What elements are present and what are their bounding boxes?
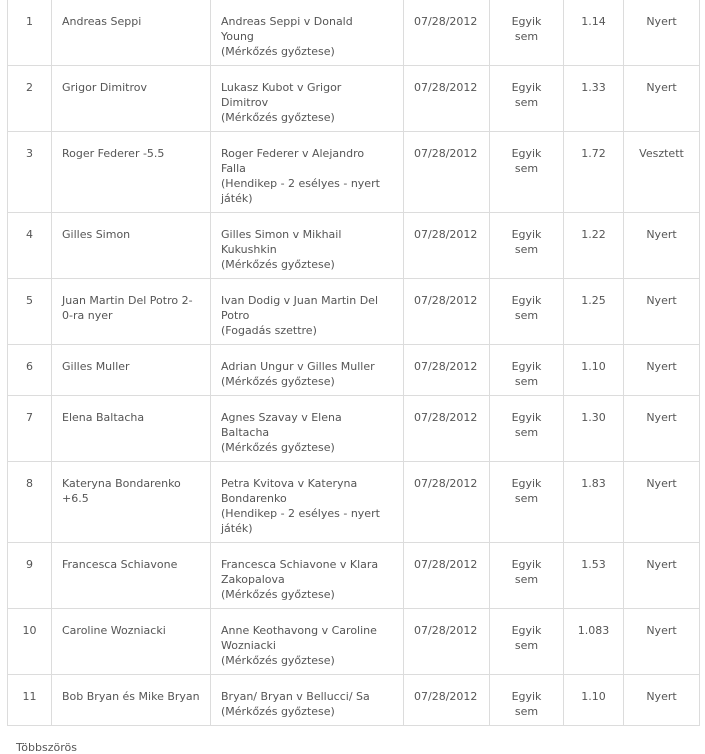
event-cell-line: (Mérkőzés győztese) [221,588,335,601]
event-cell-line: Petra Kvitova v Kateryna [221,477,358,490]
event-cell-line: Adrian Ungur v Gilles Muller [221,360,375,373]
row-number: 5 [8,279,52,345]
odds-cell: 1.25 [564,279,624,345]
event-cell [211,213,404,279]
row-number: 6 [8,345,52,396]
date-cell: 07/28/2012 [404,279,490,345]
row-number: 11 [8,675,52,726]
event-cell-line: (Hendikep - 2 esélyes - nyert [221,177,380,190]
odds-cell: 1.10 [564,675,624,726]
table-row [8,675,700,726]
selection-cell-line: Elena Baltacha [62,411,145,424]
odds-cell: 1.22 [564,213,624,279]
selection-cell-line: Bob Bryan és Mike Bryan [62,690,200,703]
event-cell [211,675,404,726]
event-cell [211,609,404,675]
event-cell-line: (Mérkőzés győztese) [221,258,335,271]
selection-cell-line: Francesca Schiavone [62,558,178,571]
result-cell: Vesztett [624,132,700,213]
row-number: 9 [8,543,52,609]
each-way-cell-line: Egyik [511,558,542,571]
event-cell [211,462,404,543]
table-row [8,0,700,66]
result-cell: Nyert [624,543,700,609]
each-way-cell-line: Egyik [511,147,542,160]
selection-cell-line: Grigor Dimitrov [62,81,147,94]
selection-cell-line: Caroline Wozniacki [62,624,166,637]
table-row [8,543,700,609]
event-cell-line: (Mérkőzés győztese) [221,654,335,667]
result-cell: Nyert [624,213,700,279]
event-cell-line: Baltacha [221,426,270,439]
each-way-cell [490,675,564,726]
each-way-cell [490,462,564,543]
row-number: 3 [8,132,52,213]
date-cell: 07/28/2012 [404,462,490,543]
each-way-cell-line: sem [514,243,539,256]
odds-cell: 1.33 [564,66,624,132]
each-way-cell-line: Egyik [511,411,542,424]
selection-cell [52,543,211,609]
result-cell: Nyert [624,396,700,462]
each-way-cell [490,66,564,132]
each-way-cell [490,543,564,609]
event-cell-line: Francesca Schiavone v Klara [221,558,379,571]
table-row [8,462,700,543]
each-way-cell [490,0,564,66]
each-way-cell-line: Egyik [511,228,542,241]
each-way-cell-line: sem [514,705,539,718]
table-row [8,345,700,396]
row-number: 7 [8,396,52,462]
event-cell-line: (Mérkőzés győztese) [221,45,335,58]
result-cell: Nyert [624,66,700,132]
each-way-cell-line: sem [514,426,539,439]
event-cell [211,345,404,396]
row-number: 4 [8,213,52,279]
table-row [8,132,700,213]
selection-cell [52,132,211,213]
each-way-cell-line: sem [514,375,539,388]
table-row [8,609,700,675]
odds-cell: 1.83 [564,462,624,543]
selection-cell [52,396,211,462]
event-cell [211,543,404,609]
each-way-cell-line: sem [514,492,539,505]
event-cell-line: (Mérkőzés győztese) [221,375,335,388]
odds-cell: 1.083 [564,609,624,675]
event-cell-line: Ivan Dodig v Juan Martin Del [221,294,378,307]
each-way-cell [490,396,564,462]
event-cell-line: Dimitrov [221,96,269,109]
selection-cell [52,279,211,345]
event-cell-line: (Mérkőzés győztese) [221,705,335,718]
row-number: 2 [8,66,52,132]
event-cell-line: Wozniacki [221,639,276,652]
bet-selections-table [7,0,700,726]
event-cell-line: (Hendikep - 2 esélyes - nyert [221,507,380,520]
selection-cell [52,609,211,675]
event-cell-line: Bryan/ Bryan v Bellucci/ Sa [221,690,370,703]
selection-cell [52,462,211,543]
event-cell-line: Agnes Szavay v Elena [221,411,342,424]
each-way-cell [490,132,564,213]
date-cell: 07/28/2012 [404,213,490,279]
event-cell [211,66,404,132]
event-cell [211,396,404,462]
event-cell-line: Potro [221,309,250,322]
date-cell: 07/28/2012 [404,132,490,213]
table-row [8,213,700,279]
each-way-cell-line: sem [514,309,539,322]
odds-cell: 1.72 [564,132,624,213]
event-cell [211,132,404,213]
selection-cell-line: Juan Martin Del Potro 2- [62,294,193,307]
multiples-label: Többszörös [16,741,77,754]
row-number: 1 [8,0,52,66]
event-cell-line: (Mérkőzés győztese) [221,111,335,124]
event-cell-line: Roger Federer v Alejandro [221,147,365,160]
each-way-cell [490,213,564,279]
each-way-cell-line: Egyik [511,624,542,637]
selection-cell-line: 0-ra nyer [62,309,113,322]
event-cell [211,0,404,66]
result-cell: Nyert [624,609,700,675]
each-way-cell-line: sem [514,162,539,175]
result-cell: Nyert [624,462,700,543]
selection-cell-line: Gilles Muller [62,360,130,373]
selection-cell [52,213,211,279]
event-cell-line: Falla [221,162,246,175]
each-way-cell-line: sem [514,573,539,586]
event-cell-line: játék) [221,192,253,205]
each-way-cell-line: Egyik [511,477,542,490]
event-cell-line: Kukushkin [221,243,277,256]
table-row [8,396,700,462]
each-way-cell-line: sem [514,30,539,43]
each-way-cell [490,609,564,675]
selection-cell [52,66,211,132]
each-way-cell [490,345,564,396]
date-cell: 07/28/2012 [404,609,490,675]
each-way-cell-line: Egyik [511,294,542,307]
selection-cell-line: +6.5 [62,492,89,505]
date-cell: 07/28/2012 [404,345,490,396]
date-cell: 07/28/2012 [404,675,490,726]
event-cell-line: Young [221,30,254,43]
result-cell: Nyert [624,675,700,726]
result-cell: Nyert [624,0,700,66]
selection-cell [52,675,211,726]
event-cell-line: Andreas Seppi v Donald [221,15,353,28]
event-cell-line: (Fogadás szettre) [221,324,317,337]
table-row [8,279,700,345]
event-cell-line: Zakopalova [221,573,285,586]
result-cell: Nyert [624,279,700,345]
event-cell [211,279,404,345]
odds-cell: 1.30 [564,396,624,462]
event-cell-line: Bondarenko [221,492,287,505]
odds-cell: 1.10 [564,345,624,396]
row-number: 8 [8,462,52,543]
selection-cell-line: Kateryna Bondarenko [62,477,181,490]
each-way-cell-line: Egyik [511,360,542,373]
selection-cell-line: Roger Federer -5.5 [62,147,165,160]
event-cell-line: Anne Keothavong v Caroline [221,624,377,637]
each-way-cell-line: sem [514,639,539,652]
each-way-cell-line: sem [514,96,539,109]
table-body [8,0,700,726]
odds-cell: 1.53 [564,543,624,609]
selection-cell [52,345,211,396]
table-row [8,66,700,132]
row-number: 10 [8,609,52,675]
event-cell-line: Lukasz Kubot v Grigor [221,81,342,94]
each-way-cell-line: Egyik [511,690,542,703]
event-cell-line: játék) [221,522,253,535]
date-cell: 07/28/2012 [404,66,490,132]
event-cell-line: Gilles Simon v Mikhail [221,228,342,241]
result-cell: Nyert [624,345,700,396]
each-way-cell-line: Egyik [511,81,542,94]
selection-cell [52,0,211,66]
date-cell: 07/28/2012 [404,543,490,609]
selection-cell-line: Gilles Simon [62,228,131,241]
date-cell: 07/28/2012 [404,396,490,462]
event-cell-line: (Mérkőzés győztese) [221,441,335,454]
each-way-cell-line: Egyik [511,15,542,28]
each-way-cell [490,279,564,345]
date-cell: 07/28/2012 [404,0,490,66]
odds-cell: 1.14 [564,0,624,66]
selection-cell-line: Andreas Seppi [62,15,142,28]
